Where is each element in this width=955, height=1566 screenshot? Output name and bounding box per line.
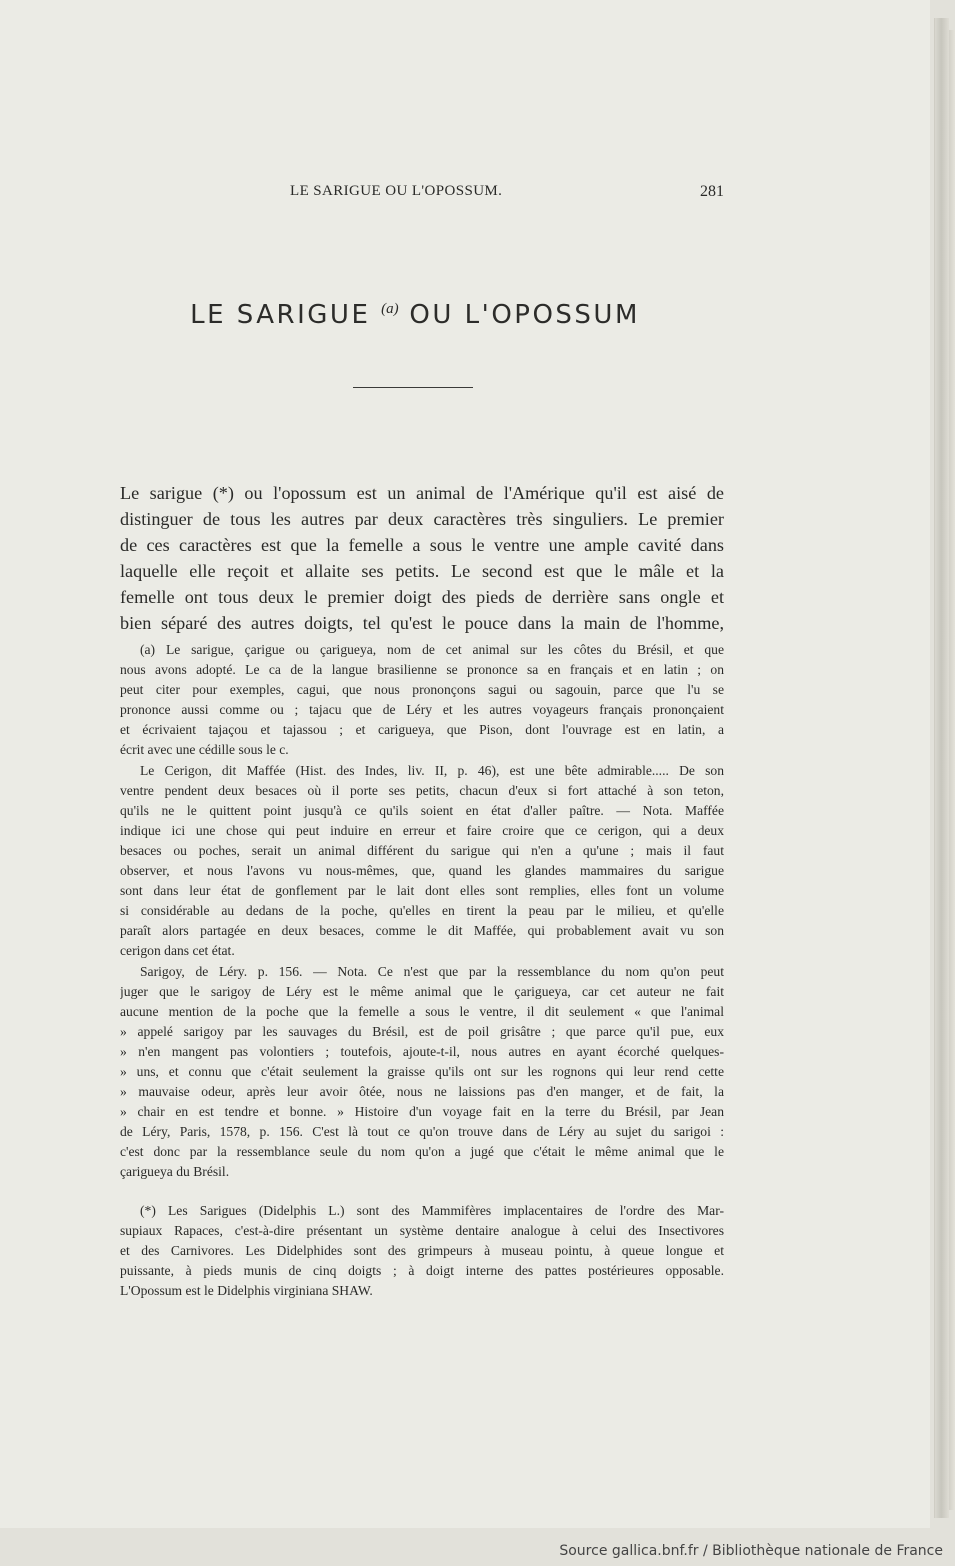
chapter-title — [0, 300, 830, 330]
footnote-line: » chair en est tendre et bonne. » Histoire d'un voyage fait en la terre du Brésil, par Jean — [120, 1104, 724, 1120]
footnote-line: si considérable au dedans de la poche, qu'elles en tirent la peau par le milieu, et qu'elle — [120, 903, 724, 919]
footnote-line: écrit avec une cédille sous le c. — [120, 742, 289, 758]
body-line: femelle ont tous deux le premier doigt des pieds de derrière sans ongle et — [120, 587, 724, 607]
running-header — [120, 183, 724, 207]
footnote-line: aucune mention de la poche que la femelle a sous le ventre, il dit seulement « que l'animal — [120, 1003, 724, 1019]
footnote-line: paraît alors partagée en deux besaces, comme le dit Maffée, qui probablement avait vu son — [120, 923, 724, 939]
footnote-a — [120, 640, 724, 761]
footnote-line: sont dans leur état de gonflement par le lait dont elles sont remplies, elles font un volume — [120, 883, 724, 899]
footnote-line: et des Carnivores. Les Didelphides sont des grimpeurs à museau pointu, à queue longue et — [120, 1242, 724, 1258]
footnote-gap — [120, 1183, 724, 1201]
footnote-line: ventre pendent deux besaces où il porte ses petits, chacun d'eux si fort attaché à son teton, — [120, 782, 724, 798]
footnotes — [120, 640, 724, 1301]
source-credit: Source gallica.bnf.fr / Bibliothèque nationale de France — [559, 1543, 943, 1559]
chapter-title-sub: OU L'OPOSSUM — [409, 300, 640, 330]
page-edge-shadow — [949, 30, 955, 1510]
page-edge — [934, 18, 949, 1518]
footnote-cerigon — [120, 761, 724, 962]
footnote-line: juger que le sarigoy de Léry est le même animal que le çarigueya, car cet auteur ne fait — [120, 983, 724, 999]
footnote-line: L'Opossum est le Didelphis virginiana SHAW. — [120, 1282, 373, 1298]
footnote-line: peut citer pour exemples, cagui, que nous prononçons sagui ou sagouin, parce que l'u se — [120, 682, 724, 698]
footnote-star — [120, 1201, 724, 1301]
body-line: de ces caractères est que la femelle a sous le ventre une ample cavité dans — [120, 535, 724, 555]
footnote-line: de Léry, Paris, 1578, p. 156. C'est là tout ce qu'on trouve dans de Léry au sujet du sarigoi : — [120, 1124, 724, 1140]
footnote-sarigoy — [120, 962, 724, 1183]
body-line: bien séparé des autres doigts, tel qu'est le pouce dans la main de l'homme, — [120, 613, 724, 633]
footnote-line: (a) Le sarigue, çarigue ou çarigueya, nom de cet animal sur les côtes du Brésil, et que — [140, 642, 724, 657]
footnote-line: » uns, et connu que c'était seulement la graisse qu'ils ont sur les rognons qui leur rend cette — [120, 1063, 724, 1079]
footnote-line: c'est donc par la ressemblance seule du nom qu'on a jugé que c'était le même animal que le — [120, 1144, 724, 1160]
footnote-line: puissante, à pieds munis de cinq doigts ; à doigt interne des pattes postérieures opposable. — [120, 1262, 724, 1278]
footnote-line: Le Cerigon, dit Maffée (Hist. des Indes, liv. II, p. 46), est une bête admirable..... De son — [140, 762, 724, 778]
footnote-ref-a: (a) — [381, 301, 399, 317]
footnote-line: çarigueya du Brésil. — [120, 1164, 230, 1180]
footnote-line: observer, et nous l'avons vu nous-mêmes, que, quand les glandes mammaires du sarigue — [120, 863, 724, 879]
footnote-line: Sarigoy, de Léry. p. 156. — Nota. Ce n'est que par la ressemblance du nom qu'on peut — [140, 963, 724, 979]
title-rule — [353, 387, 473, 388]
footnote-line: cerigon dans cet état. — [120, 943, 235, 959]
page-number: 281 — [700, 183, 724, 200]
body-line: Le sarigue (*) ou l'opossum est un animal de l'Amérique qu'il est aisé de — [120, 483, 724, 503]
footnote-line: » appelé sarigoy par les sauvages du Brésil, est de poil grisâtre ; que parce qu'il pue, eux — [120, 1023, 724, 1039]
footnote-line: qu'ils ne le quittent point jusqu'à ce qu'ils soient en état d'aller paître. — Nota. Maffée — [120, 802, 724, 818]
footnote-line: » n'en mangent pas volontiers ; toutefois, ajoute-t-il, nous autres en ayant écorché quelques- — [120, 1043, 724, 1059]
running-title: LE SARIGUE OU L'OPOSSUM. — [290, 183, 503, 199]
body-line: laquelle elle reçoit et allaite ses petits. Le second est que le mâle et la — [120, 561, 724, 581]
footnote-line: prononce aussi comme ou ; tajacu que de Léry et les autres voyageurs français prononçaient — [120, 702, 724, 718]
footnote-line: nous avons adopté. Le ca de la langue brasilienne se prononce sa en français et en latin ; on — [120, 662, 724, 678]
footnote-line: (*) Les Sarigues (Didelphis L.) sont des Mammifères implacentaires de l'ordre des Mar- — [140, 1202, 724, 1218]
footnote-line: supiaux Rapaces, c'est-à-dire présentant un système dentaire analogue à celui des Insectivores — [120, 1222, 724, 1238]
body-line: distinguer de tous les autres par deux caractères très singuliers. Le premier — [120, 509, 724, 529]
footnote-line: » mauvaise odeur, après leur avoir ôtée, nous ne laissions pas d'en manger, et de fait, la — [120, 1084, 724, 1100]
footnote-line: et écrivaient tajaçou et tajassou ; et carigueya, que Pison, dont l'ouvrage est en latin, a — [120, 722, 724, 738]
chapter-title-main: LE SARIGUE — [190, 300, 371, 330]
footnote-line: besaces ou poches, serait un animal différent du sarigue qui n'en a qu'une ; mais il faut — [120, 842, 724, 858]
body-paragraph — [120, 480, 724, 636]
footnote-line: indique ici une chose qui peut induire en erreur et faire croire que ce cerigon, qui a deux — [120, 822, 724, 838]
